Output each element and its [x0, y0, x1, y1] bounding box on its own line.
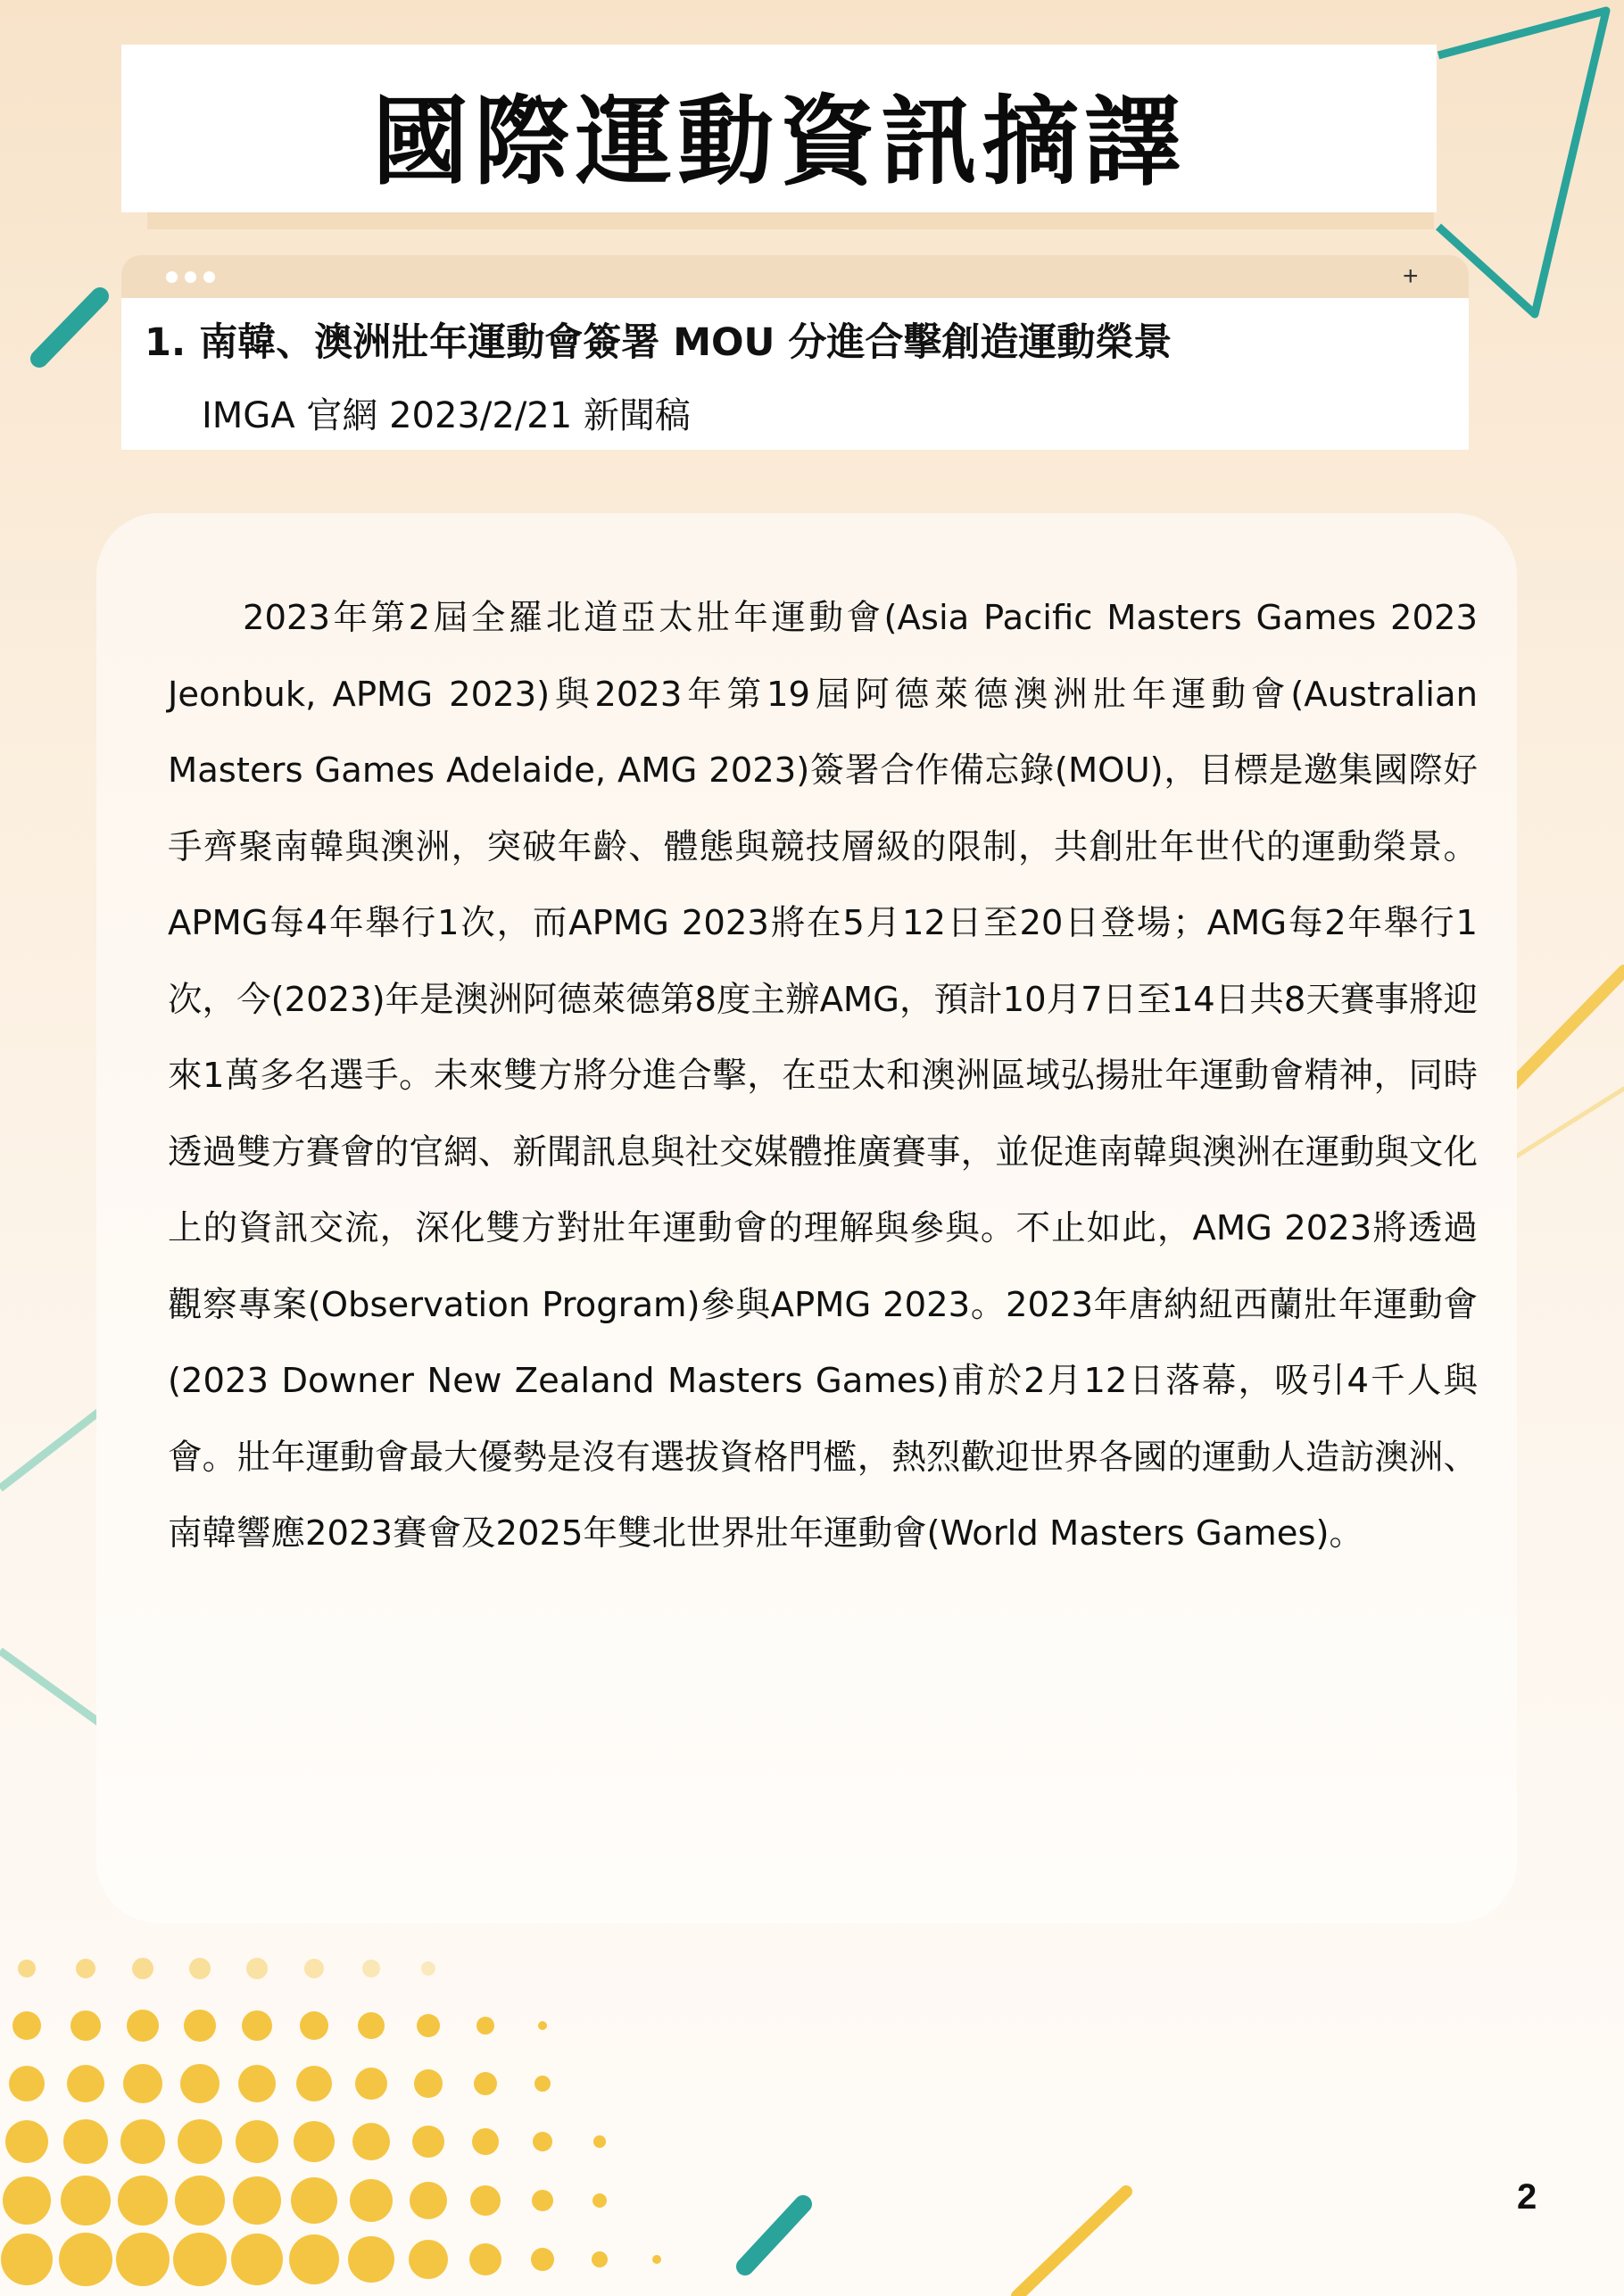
news-headline: 1. 南韓、澳洲壯年運動會簽署 MOU 分進合擊創造運動榮景 — [145, 320, 1172, 365]
news-source: IMGA 官網 2023/2/21 新聞稿 — [202, 395, 691, 436]
window-dots-icon — [166, 271, 215, 283]
teal-dash-bottom-decoration — [745, 2204, 803, 2267]
dot-icon — [203, 271, 215, 283]
plus-icon: + — [1403, 261, 1419, 291]
dot-icon — [185, 271, 196, 283]
news-card-tab — [121, 255, 1469, 298]
halftone-dots-decoration — [1, 1905, 661, 2286]
title-banner — [121, 45, 1437, 212]
teal-dash-left-decoration — [39, 296, 100, 359]
page-number: 2 — [1517, 2177, 1537, 2217]
yellow-line-bottom-decoration — [1017, 2192, 1126, 2296]
article-paragraph: 2023年第2屆全羅北道亞太壯年運動會(Asia Pacific Masters Games 2023 Jeonbuk, APMG 2023)與2023年第19屆阿德萊德澳洲壯年運動會(Australian Masters Games Adelaide, AMG 2023)簽署合作備忘錄(MOU)，目標是邀集國際好手齊聚南韓與澳洲，突破年齡、體態與競技層級的限制，共創壯年世代的運動榮景。APMG每4年舉行1次，而APMG 2023將在5月12日至20日登場；AMG每2年舉行1次，今(2023)年是澳洲阿德萊德第8度主辦AMG，預計10月7日至14日共8天賽事將迎來1萬多名選手。未來雙方將分進合擊，在亞太和澳洲區域弘揚壯年運動會精神，同時透過雙方賽會的官網、新聞訊息與社交媒體推廣賽事，並促進南韓與澳洲在運動與文化上的資訊交流，深化雙方對壯年運動會的理解與參與。不止如此，AMG 2023將透過觀察專案(Observation Program)參與APMG 2023。2023年唐納紐西蘭壯年運動會(2023 Downer New Zealand Masters Games)甫於2月12日落幕，吸引4千人與會。壯年運動會最大優勢是沒有選拔資格門檻，熱烈歡迎世界各國的運動人造訪澳洲、南韓響應2023賽會及2025年雙北世界壯年運動會(World Masters Games)。 — [168, 598, 1478, 1554]
dot-icon — [166, 271, 178, 283]
page-title: 國際運動資訊摘譯 — [371, 86, 1186, 198]
